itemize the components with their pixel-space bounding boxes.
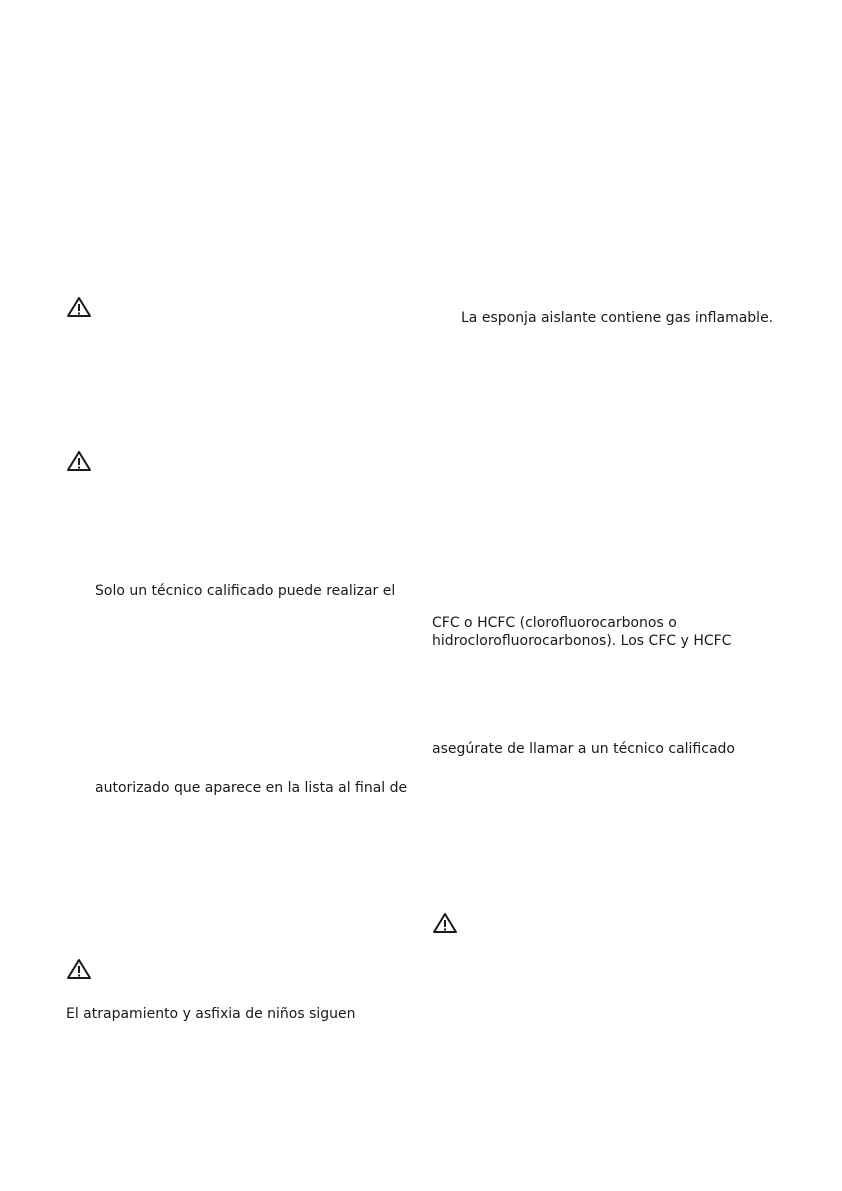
- warning-triangle-icon: [66, 958, 92, 980]
- warning-triangle-icon: [432, 912, 458, 934]
- child-entrapment-text: El atrapamiento y asfixia de niños siguen: [66, 1006, 356, 1022]
- authorized-service-text: autorizado que aparece en la lista al final de: [95, 780, 408, 796]
- cfc-text-line-2: hidroclorofluorocarbonos). Los CFC y HCFC: [432, 633, 732, 649]
- call-technician-text: asegúrate de llamar a un técnico calificado: [432, 741, 735, 757]
- repair-technician-text: Solo un técnico calificado puede realizar el: [95, 583, 396, 599]
- cfc-text-line-1: CFC o HCFC (clorofluorocarbonos o: [432, 615, 677, 631]
- insulating-sponge-text: La esponja aislante contiene gas inflamable.: [461, 310, 774, 326]
- warning-triangle-icon: [66, 450, 92, 472]
- warning-triangle-icon: [66, 296, 92, 318]
